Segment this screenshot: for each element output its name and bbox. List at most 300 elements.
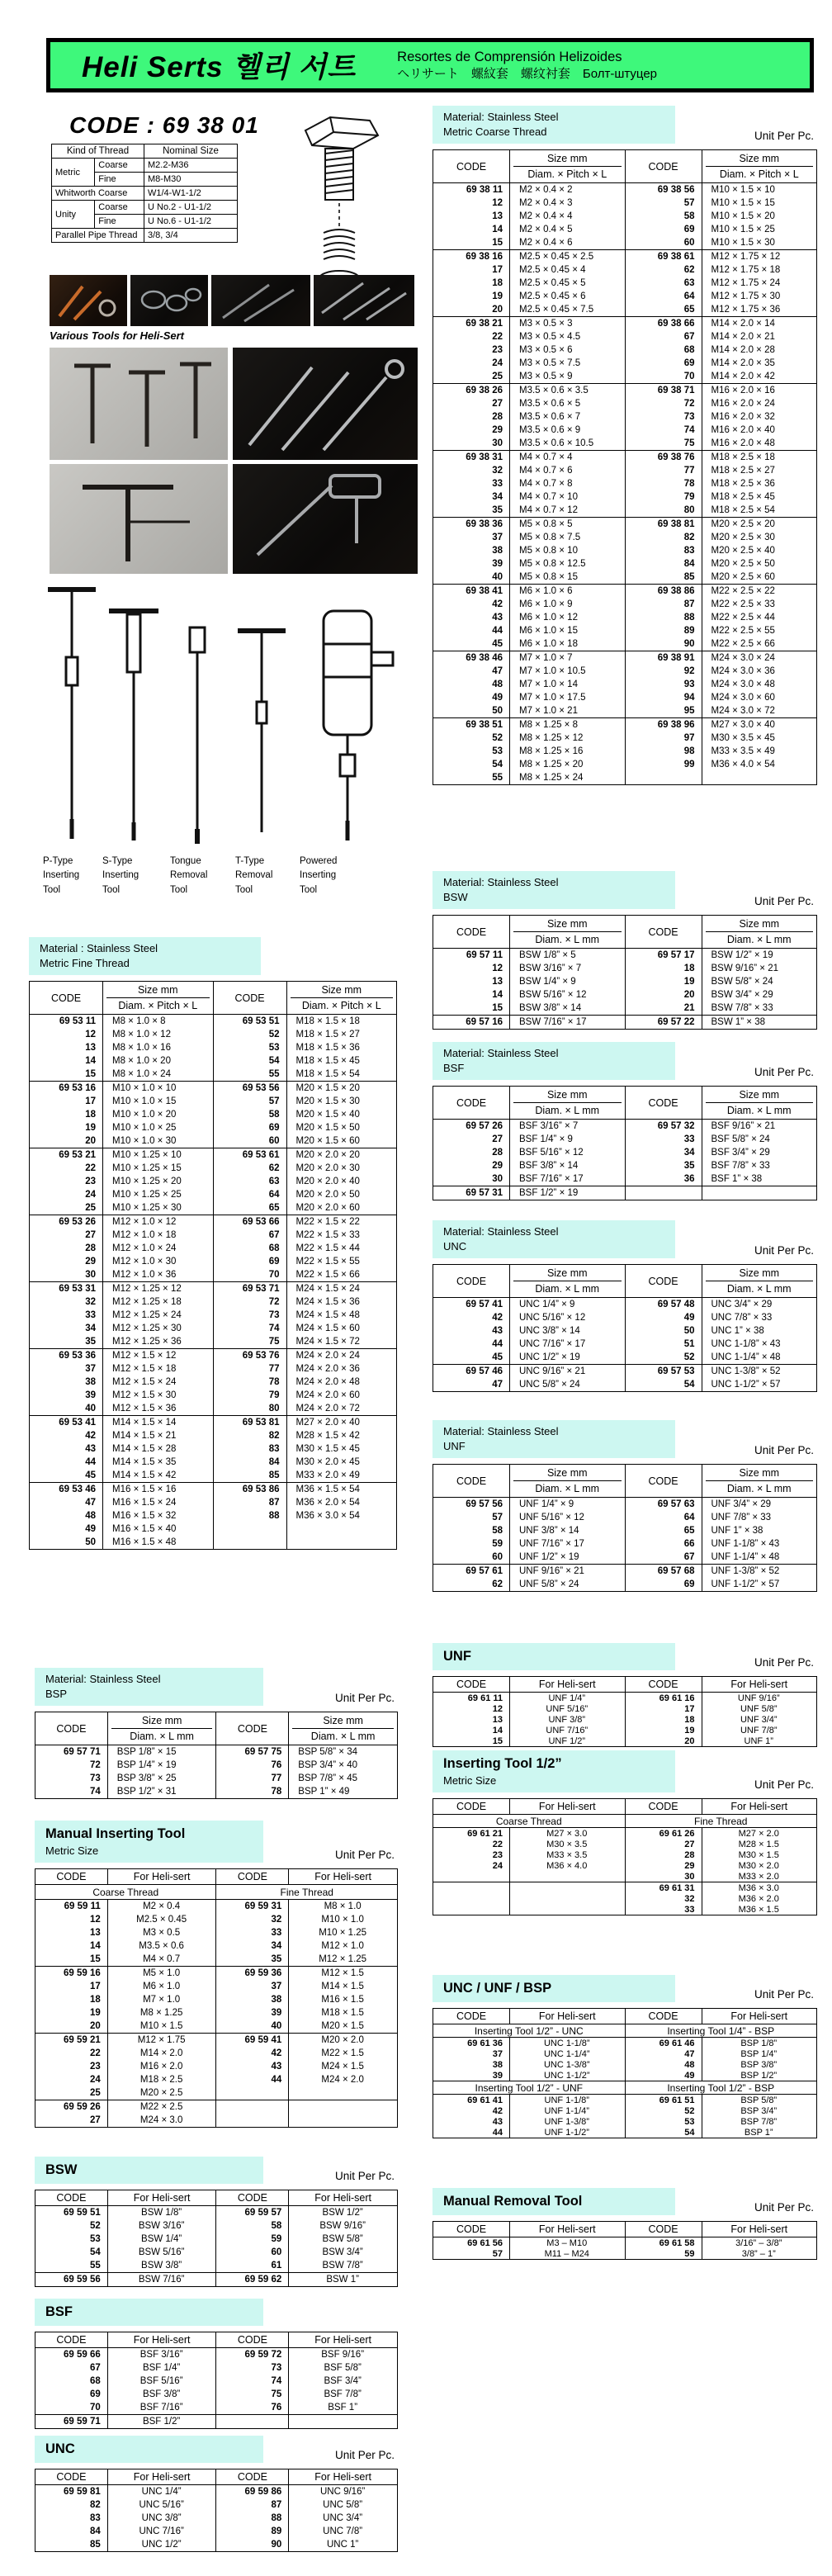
size-cell: BSP 1” × 49 [289,1785,398,1799]
size-cell: M20 × 1.5 [289,2020,398,2034]
size-header: Size mm Diam. × L mm [510,1087,626,1120]
code-cell: 67 [90,2363,101,2374]
size-cell: BSW 1/2” × 19 [702,949,817,963]
kind-metric-coarse: Coarse [95,159,144,173]
table-row [35,1926,398,1939]
code-cell: 15 [90,1954,101,1965]
table-row [433,2237,817,2249]
size-cell: M6 × 1.0 × 15 [510,624,626,637]
code-cell: 13 [492,1714,503,1725]
code-cell: 15 [492,1003,503,1014]
size-pipe: 3/8, 3/4 [144,229,238,243]
size-cell: M3 × 0.5 × 9 [510,370,626,384]
size-cell: M2 × 0.4 × 3 [510,197,626,210]
code-cell: 69 [213,1255,286,1268]
section-unf [433,1420,817,1592]
p-type-tool-drawing [43,578,101,850]
size-cell: UNC 7/8” [289,2525,398,2538]
table-row [433,2070,817,2081]
table-row [433,949,817,963]
size-cell: M12 × 1.75 [107,2034,216,2048]
code-cell: 12 [492,964,503,974]
code-header: CODE [213,982,286,1015]
table-row [30,1242,397,1255]
table-row [433,330,817,343]
size-cell: M8 × 1.0 [289,1900,398,1914]
size-cell: M12 × 1.75 × 12 [702,250,817,264]
size-cell: UNF 9/16” [702,1693,817,1704]
code-cell: 78 [625,477,702,490]
table-row [433,1735,817,1747]
code-cell: 69 53 31 [59,1284,96,1295]
size-cell: M12 × 1.5 × 24 [103,1376,214,1389]
code-cell: 69 53 61 [213,1148,286,1163]
code-cell: 59 [216,2233,289,2246]
size-cell: M22 × 1.5 [289,2047,398,2060]
table-row [35,2114,398,2128]
size-cell: UNF 7/16” [510,1725,626,1735]
code-cell: 43 [492,613,503,623]
size-cell: M12 × 1.25 × 30 [103,1322,214,1335]
size-cell: M20 × 2.5 × 40 [702,544,817,557]
size-cell: M22 × 1.5 × 55 [286,1255,397,1268]
size-cell: M2 × 0.4 × 4 [510,210,626,223]
size-cell: BSF 9/16” [289,2348,398,2362]
table-row [433,571,817,585]
table-row [433,1365,817,1379]
unit-per-pc-label: Unit Per Pc. [754,1244,814,1257]
code-cell: 19 [625,1725,702,1735]
size-cell: UNC 1-3/8” × 52 [702,1365,817,1379]
code-cell: 69 38 26 [466,386,503,396]
table-row [433,1338,817,1351]
table-row [433,397,817,410]
size-cell: M7 × 1.0 × 10.5 [510,665,626,678]
table-row [433,771,817,785]
table-row [433,544,817,557]
table-row [433,732,817,745]
code-header: CODE [625,1465,702,1498]
code-cell: 14 [85,1056,96,1067]
code-cell: 57 [213,1095,286,1108]
size-cell: BSP 3/4” × 40 [289,1759,398,1772]
size-cell: BSF 1/4” [107,2361,216,2375]
code-cell: 40 [216,2020,289,2034]
table-row [433,1828,817,1840]
code-cell: 54 [492,760,503,770]
size-cell: UNC 1-3/8” [510,2059,626,2070]
code-cell: 69 53 26 [59,1217,96,1228]
code-cell: 55 [90,2261,101,2271]
size-cell: BSF 1/4” × 9 [510,1133,626,1146]
size-cell: UNC 1/4” [107,2485,216,2499]
size-cell: M20 × 2.0 [289,2034,398,2048]
code-cell: 69 57 41 [466,1300,503,1310]
code-cell: 80 [213,1402,286,1416]
table-row [30,1162,397,1175]
catalog-table [29,981,397,1550]
for-header: For Heli-sert [510,2009,626,2024]
table-row [433,1578,817,1592]
code-cell: 69 57 22 [625,1016,702,1030]
code-cell: 22 [85,1163,96,1174]
code-cell: 17 [90,1982,101,1992]
code-cell: 20 [625,1735,702,1747]
size-cell: M18 × 2.5 [107,2073,216,2086]
code-cell: 20 [492,305,503,315]
code-cell: 67 [213,1229,286,1242]
size-cell: M16 × 2.0 × 48 [702,437,817,451]
code-cell: 27 [85,1230,96,1241]
size-cell: M24 × 1.5 × 72 [286,1335,397,1349]
size-cell: BSF 3/16” × 7 [510,1120,626,1134]
catalog-table [433,1264,817,1392]
unit-per-pc-label: Unit Per Pc. [754,1066,814,1079]
size-cell: BSP 7/8” × 45 [289,1772,398,1785]
size-cell: M14 × 1.5 × 28 [103,1442,214,1456]
size-cell: M33 × 2.0 [702,1871,817,1882]
section-label: Material: Stainless Steel BSF [433,1042,675,1080]
size-cell: M3.5 × 0.6 × 3.5 [510,384,626,398]
size-cell: BSF 7/16” × 17 [510,1172,626,1186]
code-cell: 69 61 41 [467,2095,503,2105]
table-row [30,1215,397,1229]
table-row [433,637,817,651]
size-cell: M12 × 1.5 × 30 [103,1389,214,1402]
code-cell: 40 [85,1404,96,1414]
table-row [35,2206,398,2220]
size-cell: M12 × 1.75 × 24 [702,277,817,290]
code-header: CODE [216,1712,289,1745]
code-cell: 69 53 16 [59,1083,96,1094]
size-cell: M18 × 1.5 × 18 [286,1015,397,1029]
code-cell: 88 [213,1509,286,1522]
code-cell: 74 [216,2375,289,2388]
size-cell: M10 × 1.5 × 30 [702,236,817,250]
size-cell: UNF 1-3/8” × 52 [702,1565,817,1579]
table-row [433,704,817,718]
code-cell: 78 [216,1785,289,1799]
section-label: Material: Stainless Steel UNC [433,1220,675,1258]
code-cell: 18 [625,1714,702,1725]
code-cell: 28 [625,1849,702,1860]
code-cell: 67 [625,330,702,343]
code-cell: 59 [625,2248,702,2260]
code-header: CODE [456,1679,487,1691]
size-cell: M24 × 2.0 × 72 [286,1402,397,1416]
code-cell: 77 [216,1772,289,1785]
unc-tool-table [35,2469,398,2552]
size-header: Size mm Diam. × L mm [510,1465,626,1498]
catalog-table [433,1798,817,1915]
size-cell: M12 × 1.25 [289,1953,398,1967]
size-cell: BSW 3/4” [289,2246,398,2259]
code-cell: 13 [492,977,503,987]
size-cell: M3 × 0.5 × 3 [510,317,626,331]
section-label: Material: Stainless Steel BSP [35,1668,263,1706]
inserting-tool-half-table [433,1798,817,1915]
code-header: CODE [216,2332,289,2348]
size-cell [286,1536,397,1550]
size-cell: M7 × 1.0 [107,1993,216,2006]
size-cell: M3 – M10 [510,2237,626,2249]
size-cell: BSF 1” × 38 [702,1172,817,1186]
table-row [433,1016,817,1030]
catalog-table [433,1086,817,1200]
table-row [30,1376,397,1389]
size-cell: M10 × 1.25 × 25 [103,1188,214,1201]
table-row [35,2361,398,2375]
for-header: For Heli-sert [510,1799,626,1815]
size-cell: M36 × 3.0 × 54 [286,1509,397,1522]
table-row [433,250,817,264]
size-cell: BSF 7/8” × 33 [702,1159,817,1172]
size-cell: M22 × 2.5 [107,2100,216,2114]
code-cell: 57 [492,1513,503,1523]
code-cell: 58 [213,1108,286,1121]
table-row [433,1537,817,1551]
size-cell: UNC 5/8” [289,2498,398,2512]
size-cell: M2.5 × 0.45 [107,1913,216,1926]
table-row [30,1349,397,1363]
size-cell: BSP 5/8” × 34 [289,1745,398,1759]
size-cell: M30 × 1.5 × 45 [286,1442,397,1456]
table-row [433,277,817,290]
code-cell: 49 [492,693,503,703]
size-cell: M20 × 2.5 × 30 [702,531,817,544]
code-cell: 69 59 57 [216,2206,289,2220]
code-cell: 47 [625,2048,702,2059]
code-cell: 34 [216,1939,289,1953]
code-cell: 52 [625,2105,702,2116]
size-cell: M30 × 3.5 × 45 [702,732,817,745]
code-cell: 68 [90,2376,101,2387]
size-cell: M5 × 0.8 × 12.5 [510,557,626,571]
size-cell: M14 × 1.5 [289,1980,398,1993]
heli-sert-photo-small-3 [211,275,310,326]
title-band [46,38,814,92]
size-cell: M18 × 2.5 × 27 [702,464,817,477]
code-cell: 69 61 31 [625,1882,702,1894]
code-cell: 69 59 81 [64,2487,101,2498]
code-cell: 69 38 31 [466,452,503,463]
table-row [35,2485,398,2499]
table-row [35,2538,398,2552]
table-row [433,718,817,732]
table-row [30,1255,397,1268]
unit-per-pc-label: Unit Per Pc. [754,1444,814,1457]
size-cell: BSW 1/8” [107,2206,216,2220]
table-row [30,1229,397,1242]
size-cell: M20 × 1.5 × 50 [286,1121,397,1134]
table-row [433,962,817,975]
manual-removal-table [433,2221,817,2260]
code-cell: 30 [85,1270,96,1281]
code-cell: 69 59 31 [216,1900,289,1914]
size-cell: BSF 7/16” [107,2401,216,2415]
kind-metric-fine: Fine [95,173,144,187]
size-cell: M36 × 1.5 [702,1904,817,1915]
powered-label: Powered Inserting Tool [300,856,338,895]
table-row [35,2246,398,2259]
size-cell: M20 × 1.5 × 60 [286,1134,397,1148]
size-cell: M6 × 1.0 × 9 [510,598,626,611]
size-cell [289,2415,398,2429]
code-header: CODE [456,2223,487,2236]
code-cell: 87 [625,598,702,611]
table-row [35,1913,398,1926]
size-cell: UNF 1/2” × 19 [510,1551,626,1565]
code-cell: 85 [213,1469,286,1483]
code-cell: 50 [492,706,503,717]
code-cell: 69 38 71 [625,384,702,398]
size-cell [510,1871,626,1882]
size-cell: M8 × 1.25 × 16 [510,745,626,758]
size-cell: BSP 1/2” × 31 [107,1785,216,1799]
size-cell: 3/16” – 3/8” [702,2237,817,2249]
code-cell: 69 61 26 [625,1828,702,1840]
code-cell: 58 [216,2219,289,2233]
code-cell: 69 59 51 [64,2208,101,2218]
size-cell: UNC 1” × 38 [702,1324,817,1338]
table-row [35,1939,398,1953]
size-cell: M10 × 1.0 × 30 [103,1134,214,1148]
size-cell: M12 × 1.25 × 36 [103,1335,214,1349]
code-cell: 15 [492,1735,503,1746]
table-row [35,2273,398,2287]
code-cell: 69 59 86 [216,2485,289,2499]
size-cell: M6 × 1.0 × 12 [510,611,626,624]
code-cell: 74 [90,1787,101,1797]
code-cell: 28 [492,412,503,423]
s-type-label: S-Type Inserting Tool [102,856,139,895]
code-header: CODE [216,1869,289,1885]
code-cell: 27 [90,2115,101,2126]
size-cell: M8 × 1.0 × 20 [103,1054,214,1068]
code-cell: 12 [492,1703,503,1714]
code-cell: 33 [625,1133,702,1146]
table-row [35,2006,398,2020]
code-cell: 99 [625,758,702,771]
unc-table [433,1264,817,1392]
table-row [433,2248,817,2260]
size-cell: UNC 5/8” × 24 [510,1378,626,1392]
table-row [30,1282,397,1296]
size-cell: BSF 5/16” [107,2375,216,2388]
size-cell: UNC 1” [289,2538,398,2552]
table-row [433,2038,817,2049]
code-cell: 64 [213,1188,286,1201]
code-cell: 69 57 48 [625,1298,702,1312]
size-cell: M7 × 1.0 × 14 [510,678,626,691]
size-cell: UNF 1/4” × 9 [510,1498,626,1512]
code-cell: 24 [492,358,503,369]
section-label: Material: Stainless Steel Metric Coarse Thread [433,106,675,144]
size-cell: UNF 1-1/4” [510,2105,626,2116]
size-metric-fine: M8-M30 [144,173,238,187]
code-cell: 65 [213,1201,286,1215]
code-cell: 78 [213,1376,286,1389]
code-cell: 73 [216,2361,289,2375]
size-cell: M22 × 2.5 × 55 [702,624,817,637]
code-cell: 22 [492,332,503,343]
table-row [433,210,817,223]
table-row [30,1402,397,1416]
size-cell: M8 × 1.0 × 12 [103,1028,214,1041]
size-cell: M2.5 × 0.45 × 2.5 [510,250,626,264]
size-cell: M5 × 0.8 × 5 [510,518,626,532]
size-cell: M20 × 2.0 × 40 [286,1175,397,1188]
table-row [35,1953,398,1967]
size-cell: M12 × 1.75 × 18 [702,263,817,277]
size-cell: M11 – M24 [510,2248,626,2260]
size-cell: M10 × 1.5 × 10 [702,183,817,197]
size-cell: M18 × 2.5 × 36 [702,477,817,490]
code-cell: 69 59 11 [64,1901,101,1912]
heli-sert-photo-small-1 [50,275,127,326]
code-cell: 55 [492,773,503,784]
table-row [433,2116,817,2127]
table-row [433,1511,817,1524]
code-cell: 95 [625,704,702,718]
code-cell: 33 [85,1310,96,1321]
table-row [433,665,817,678]
tools-photo-left [50,348,228,460]
code-header: CODE [625,916,702,949]
subtitle-cjk-russian: ヘリサート 螺紋套 螺纹衬套 Болт-штуцер [397,66,658,81]
size-cell: M36 × 2.0 × 54 [286,1496,397,1509]
size-cell: M8 × 1.0 × 16 [103,1041,214,1054]
for-header: For Heli-sert [107,2332,216,2348]
code-cell: 14 [492,990,503,1001]
code-cell: 28 [492,1148,503,1158]
code-cell: 73 [90,1773,101,1784]
code-cell: 75 [216,2388,289,2401]
size-cell: M10 × 1.0 × 25 [103,1121,214,1134]
table-row [35,1900,398,1914]
code-cell: 29 [492,425,503,436]
code-cell: 54 [625,2127,702,2138]
code-cell: 13 [90,1928,101,1939]
bsw-table [433,915,817,1030]
code-cell: 69 57 26 [466,1121,503,1132]
code-cell: 35 [625,1159,702,1172]
size-cell: BSF 3/8” [107,2388,216,2401]
size-cell: M27 × 2.0 × 40 [286,1416,397,1430]
size-cell: UNF 5/8” × 24 [510,1578,626,1592]
size-cell: UNC 1-1/4” × 48 [702,1351,817,1365]
code-cell: 34 [625,1146,702,1159]
size-cell: M2.5 × 0.45 × 4 [510,263,626,277]
size-cell: BSP 3/4” [702,2105,817,2116]
code-cell: 39 [216,2006,289,2020]
t-wrench-photo [50,464,228,574]
section-metric-fine [29,937,397,1550]
code-cell: 14 [90,1941,101,1952]
size-cell: M18 × 2.5 × 54 [702,504,817,518]
table-row [433,1839,817,1849]
table-row [433,2048,817,2059]
code-cell: 27 [492,399,503,410]
size-cell: M33 × 3.5 [510,1849,626,1860]
size-cell: M14 × 1.5 × 14 [103,1416,214,1430]
size-cell: BSF 1/2” × 19 [510,1186,626,1200]
code-cell: 69 59 56 [64,2275,101,2285]
code-cell: 69 53 46 [59,1485,96,1495]
code-cell: 70 [90,2403,101,2413]
code-cell: 17 [492,265,503,276]
section-bsf [433,1042,817,1200]
